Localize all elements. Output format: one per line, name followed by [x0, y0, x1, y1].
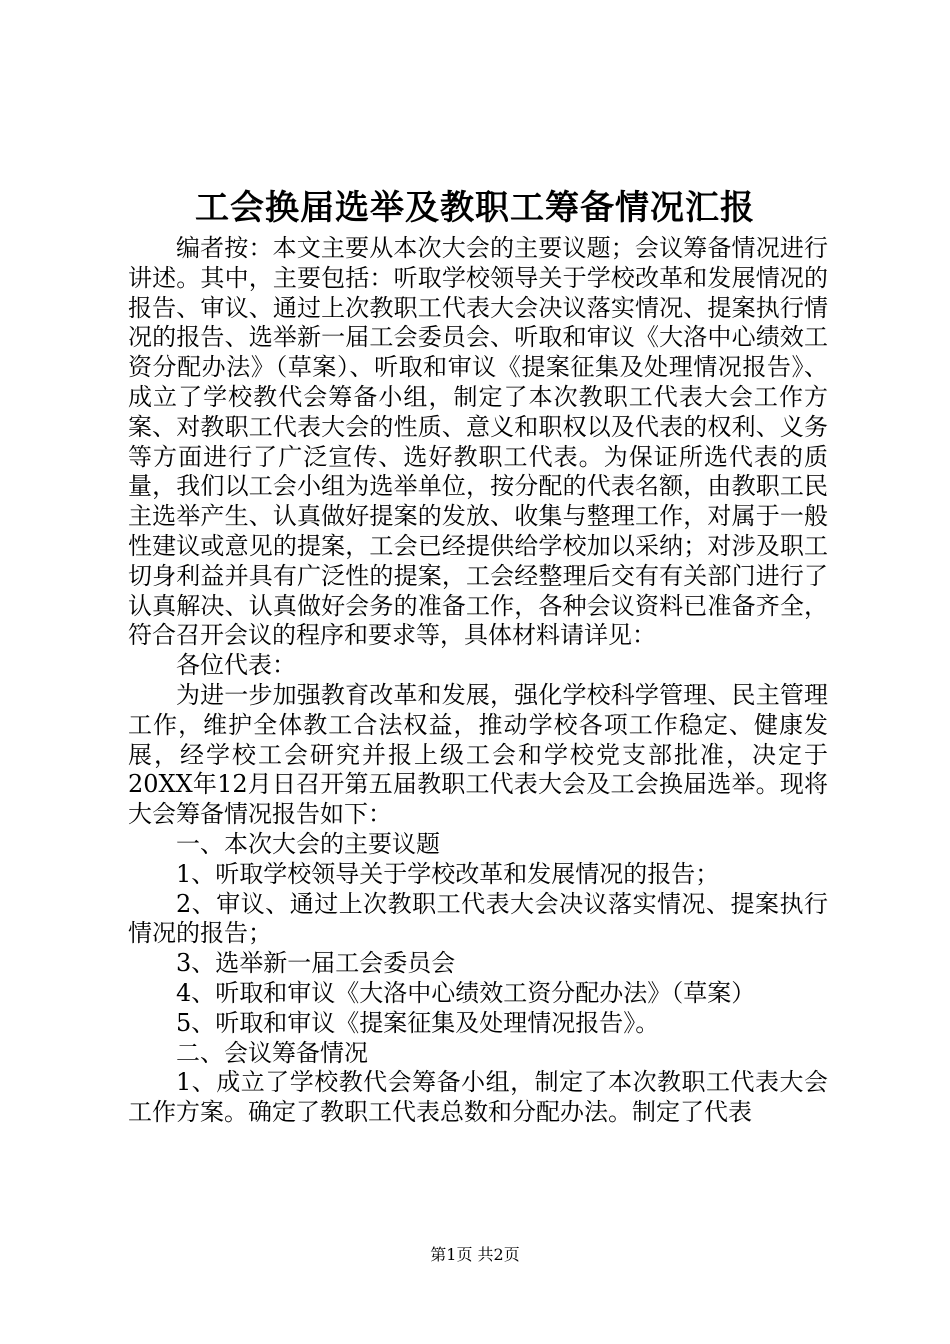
list-item-topic-5: 5、听取和审议《提案征集及处理情况报告》。 — [176, 1008, 660, 1037]
section-heading-topics: 一、本次大会的主要议题 — [176, 829, 440, 858]
list-item-preparation-1: 1、成立了学校教代会筹备小组，制定了本次教职工代表大会工作方案。确定了教职工代表总数和分配办法。制定了代表 — [128, 1068, 828, 1127]
list-item-topic-3: 3、选举新一届工会委员会 — [176, 949, 456, 978]
list-item-topic-1: 1、听取学校领导关于学校改革和发展情况的报告； — [176, 859, 720, 888]
page-number-footer: 第1页 共2页 — [430, 1245, 520, 1264]
list-item-topic-4: 4、听取和审议《大洛中心绩效工资分配办法》（草案） — [176, 978, 756, 1007]
document-body — [128, 234, 828, 1128]
paragraph-intro: 为进一步加强教育改革和发展，强化学校科学管理、民主管理工作，维护全体教工合法权益，推动学校各项工作稳定、健康发展，经学校工会研究并报上级工会和学校党支部批准，决定于20XX年12月日召开第五届教职工代表大会及工会换届选举。现将大会筹备情况报告如下： — [128, 680, 828, 829]
paragraph-salutation: 各位代表： — [176, 651, 296, 680]
paragraph-editor-note: 编者按：本文主要从本次大会的主要议题；会议筹备情况进行讲述。其中，主要包括：听取学校领导关于学校改革和发展情况的报告、审议、通过上次教职工代表大会决议落实情况、提案执行情况的报告、选举新一届工会委员会、听取和审议《大洛中心绩效工资分配办法》（草案）、听取和审议《提案征集及处理情况报告》、成立了学校教代会筹备小组，制定了本次教职工代表大会工作方案、对教职工代表大会的性质、意义和职权以及代表的权利、义务等方面进行了广泛宣传、选好教职工代表。为保证所选代表的质量，我们以工会小组为选举单位，按分配的代表名额，由教职工民主选举产生、认真做好提案的发放、收集与整理工作，对属于一般性建议或意见的提案，工会已经提供给学校加以采纳；对涉及职工切身利益并具有广泛性的提案，工会经整理后交有有关部门进行了认真解决、认真做好会务的准备工作，各种会议资料已准备齐全，符合召开会议的程序和要求等，具体材料请详见： — [128, 234, 828, 650]
section-heading-preparation: 二、会议筹备情况 — [176, 1038, 368, 1067]
document-title: 工会换届选举及教职工筹备情况汇报 — [195, 188, 755, 228]
list-item-topic-2: 2、审议、通过上次教职工代表大会决议落实情况、提案执行情况的报告； — [128, 889, 828, 948]
